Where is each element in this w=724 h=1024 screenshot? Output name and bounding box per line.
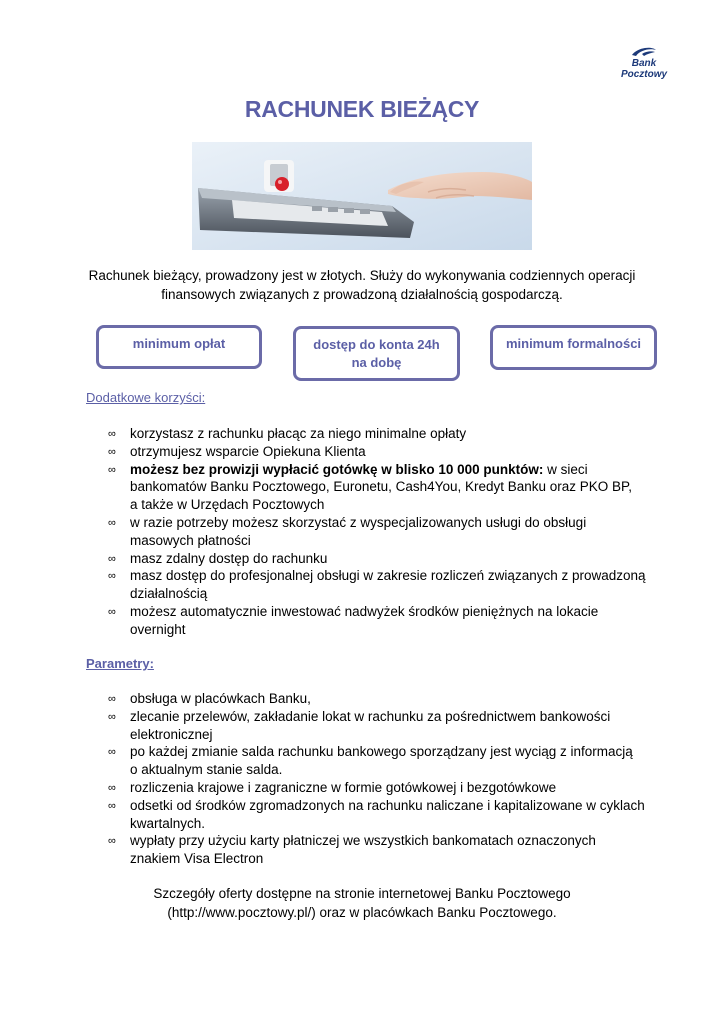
list-item-text: działalnością (130, 586, 208, 602)
feature-box-24h-access (293, 326, 460, 381)
intro-text (80, 266, 644, 304)
feature-box-min-fees (96, 325, 262, 369)
list-item-text: znakiem Visa Electron (130, 851, 264, 867)
logo-line-1: Bank (631, 58, 657, 69)
list-item-text: o aktualnym stanie salda. (130, 762, 283, 778)
bullet-infinity-icon: ∞ (108, 445, 116, 458)
bullet-infinity-icon: ∞ (108, 570, 116, 583)
list-item (108, 550, 648, 568)
bank-logo-icon (628, 46, 660, 58)
bullet-infinity-icon: ∞ (108, 781, 116, 794)
list-item-text: otrzymujesz wsparcie Opiekuna Klienta (130, 443, 366, 459)
bank-logo (608, 46, 680, 86)
list-item-text: masowych płatności (130, 532, 251, 548)
feature-box-min-formalities-label: minimum formalności (505, 336, 642, 351)
list-item (108, 797, 648, 833)
list-item (108, 425, 648, 443)
list-item-text: wypłaty przy użyciu karty płatniczej we wszystkich bankomatach oznaczonych (130, 833, 596, 849)
list-item-text: masz dostęp do profesjonalnej obsługi w zakresie rozliczeń związanych z prowadzoną (130, 568, 646, 584)
page-title: RACHUNEK BIEŻĄCY (244, 96, 480, 122)
footer-line-1: Szczegóły oferty dostępne na stronie internetowej Banku Pocztowego (153, 886, 571, 901)
feature-box-24h-line-1: dostęp do konta 24h (313, 337, 440, 352)
list-item-text: zlecanie przelewów, zakładanie lokat w rachunku za pośrednictwem bankowości (130, 708, 611, 724)
list-item (108, 779, 648, 797)
list-item-text: korzystasz z rachunku płacąc za niego minimalne opłaty (130, 426, 467, 441)
list-item-text: możesz automatycznie inwestować nadwyżek środków pieniężnych na lokacie (130, 603, 599, 619)
hero-image (192, 142, 532, 250)
bullet-infinity-icon: ∞ (108, 693, 116, 705)
bullet-infinity-icon: ∞ (108, 799, 116, 812)
list-item-text: a także w Urzędach Pocztowych (130, 497, 325, 513)
bullet-infinity-icon: ∞ (108, 428, 116, 440)
bullet-infinity-icon: ∞ (108, 552, 116, 565)
intro-line-1: Rachunek bieżący, prowadzony jest w złotych. Służy do wykonywania codziennych operacji (88, 268, 636, 283)
parameters-list (108, 690, 648, 868)
list-item (108, 567, 648, 603)
intro-line-2: finansowych związanych z prowadzoną działalnością gospodarczą. (161, 287, 563, 302)
list-item-bold-text: możesz bez prowizji wypłacić gotówkę w blisko 10 000 punktów: (130, 461, 544, 477)
list-item-text: po każdej zmianie salda rachunku bankowego sporządzany jest wyciąg z informacją (130, 744, 633, 760)
list-item-text: elektronicznej (130, 726, 213, 742)
feature-box-min-formalities (490, 325, 657, 370)
footer-line-2: (http://www.pocztowy.pl/) oraz w placówkach Banku Pocztowego. (167, 905, 557, 920)
list-item (108, 514, 648, 550)
list-item (108, 690, 648, 708)
list-item-text: kwartalnych. (130, 815, 206, 831)
list-item-text: odsetki od środków zgromadzonych na rachunku naliczane i kapitalizowane w cyklach (130, 797, 645, 813)
feature-box-min-fees-label: minimum opłat (132, 336, 226, 351)
list-item (108, 832, 648, 868)
bullet-infinity-icon: ∞ (108, 516, 116, 529)
parameters-heading: Parametry: (86, 656, 154, 671)
bullet-infinity-icon: ∞ (108, 746, 116, 759)
list-item-text: w sieci (543, 461, 588, 477)
list-item (108, 603, 648, 639)
benefits-heading: Dodatkowe korzyści: (86, 390, 206, 405)
bank-logo-text (608, 58, 680, 80)
logo-line-2: Pocztowy (620, 69, 668, 80)
list-item-text: rozliczenia krajowe i zagraniczne w formie gotówkowej i bezgotówkowe (130, 779, 557, 795)
bullet-infinity-icon: ∞ (108, 605, 116, 618)
list-item-text: w razie potrzeby możesz skorzystać z wyspecjalizowanych usługi do obsługi (130, 514, 587, 530)
footer-note (80, 884, 644, 922)
list-item-text: bankomatów Banku Pocztowego, Euronetu, Cash4You, Kredyt Banku oraz PKO BP, (130, 479, 633, 495)
payment-terminal-illustration (192, 142, 532, 250)
bullet-infinity-icon: ∞ (108, 835, 116, 848)
list-item-text: overnight (130, 621, 186, 637)
bullet-infinity-icon: ∞ (108, 463, 116, 476)
list-item (108, 443, 648, 461)
list-item (108, 461, 648, 514)
list-item-text: obsługa w placówkach Banku, (130, 691, 311, 706)
benefits-list (108, 425, 648, 639)
list-item-text: masz zdalny dostęp do rachunku (130, 550, 328, 566)
bullet-infinity-icon: ∞ (108, 710, 116, 723)
feature-box-24h-line-2: na dobę (351, 355, 402, 370)
list-item (108, 708, 648, 744)
list-item (108, 743, 648, 779)
